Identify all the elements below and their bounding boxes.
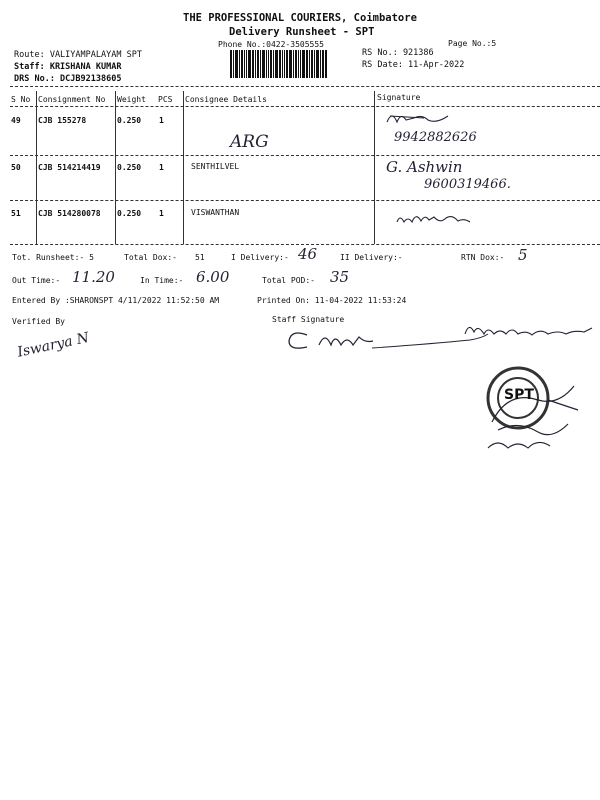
row-weight: 0.250 — [117, 163, 142, 172]
row-consignment: CJB 514280078 — [38, 209, 101, 218]
verified-by-label: Verified By — [12, 317, 65, 326]
header-signature: Signature — [377, 93, 421, 102]
total-dox-label: Total Dox:- — [124, 253, 177, 262]
row-sno: 49 — [11, 116, 21, 125]
printed-on: Printed On: 11-04-2022 11:53:24 — [257, 296, 407, 305]
row-weight: 0.250 — [117, 116, 142, 125]
in-time-value: 6.00 — [196, 268, 230, 286]
signature-phone: 9942882626 — [394, 130, 477, 145]
entered-by: Entered By :SHARONSPT 4/11/2022 11:52:50 AM — [12, 296, 220, 305]
signature-scribble — [384, 108, 454, 130]
total-pod-value: 35 — [330, 268, 350, 286]
verifier-handwritten-name: Iswarya N — [16, 329, 91, 361]
company-title: THE PROFESSIONAL COURIERS, Coimbatore — [183, 12, 417, 24]
out-time-value: 11.20 — [72, 268, 115, 286]
column-rule — [115, 91, 116, 244]
row-consignment: CJB 155278 — [38, 116, 87, 125]
header-sno: S No — [11, 95, 31, 104]
header-pcs: PCS — [158, 95, 173, 104]
row-rule — [10, 155, 600, 156]
staff-signature-label: Staff Signature — [272, 315, 345, 324]
staff: Staff: KRISHANA KUMAR — [14, 62, 122, 72]
tot-runsheet: Tot. Runsheet:- 5 — [12, 253, 94, 262]
row-consignment: CJB 514214419 — [38, 163, 101, 172]
column-rule — [36, 91, 37, 244]
drs-number: DRS No.: DCJB92138605 — [14, 74, 122, 84]
table-top-rule — [10, 86, 600, 87]
runsheet-subtitle: Delivery Runsheet - SPT — [229, 26, 375, 38]
row-sno: 51 — [11, 209, 21, 218]
rs-number: RS No.: 921386 — [362, 48, 434, 58]
total-dox-value: 51 — [195, 253, 205, 262]
signature-scribble — [394, 208, 474, 230]
handwritten-note: ARG — [230, 132, 269, 152]
row-pcs: 1 — [159, 209, 164, 218]
header-consignee: Consignee Details — [185, 95, 267, 104]
row-consignee: SENTHILVEL — [191, 162, 240, 171]
route: Route: VALIYAMPALAYAM SPT — [14, 50, 142, 60]
signature-phone: 9600319466. — [424, 177, 511, 192]
in-time-label: In Time:- — [140, 276, 184, 285]
column-rule — [374, 91, 375, 244]
header-consignment: Consignment No — [38, 95, 106, 104]
row-sno: 50 — [11, 163, 21, 172]
i-delivery-label: I Delivery:- — [231, 253, 289, 262]
row-rule — [10, 200, 600, 201]
total-pod-label: Total POD:- — [262, 276, 315, 285]
rtn-dox-value: 5 — [518, 246, 528, 264]
row-pcs: 1 — [159, 163, 164, 172]
phone-number: Phone No.:0422-3505555 — [218, 40, 324, 49]
staff-name-signature — [370, 318, 598, 352]
rs-date: RS Date: 11-Apr-2022 — [362, 60, 465, 70]
row-weight: 0.250 — [117, 209, 142, 218]
row-pcs: 1 — [159, 116, 164, 125]
column-rule — [183, 91, 184, 244]
i-delivery-value: 46 — [298, 245, 318, 263]
ii-delivery-label: II Delivery:- — [340, 253, 403, 262]
header-weight: Weight — [117, 95, 146, 104]
spt-stamp — [478, 360, 588, 460]
barcode — [230, 50, 348, 78]
signature-name: G. Ashwin — [386, 158, 463, 176]
out-time-label: Out Time:- — [12, 276, 61, 285]
staff-signature-scribble — [285, 325, 380, 355]
row-consignee: VISWANTHAN — [191, 208, 240, 217]
table-header-rule — [10, 106, 600, 107]
stamp-text: SPT — [504, 387, 534, 403]
rtn-dox-label: RTN Dox:- — [461, 253, 505, 262]
page-number: Page No.:5 — [448, 39, 497, 48]
